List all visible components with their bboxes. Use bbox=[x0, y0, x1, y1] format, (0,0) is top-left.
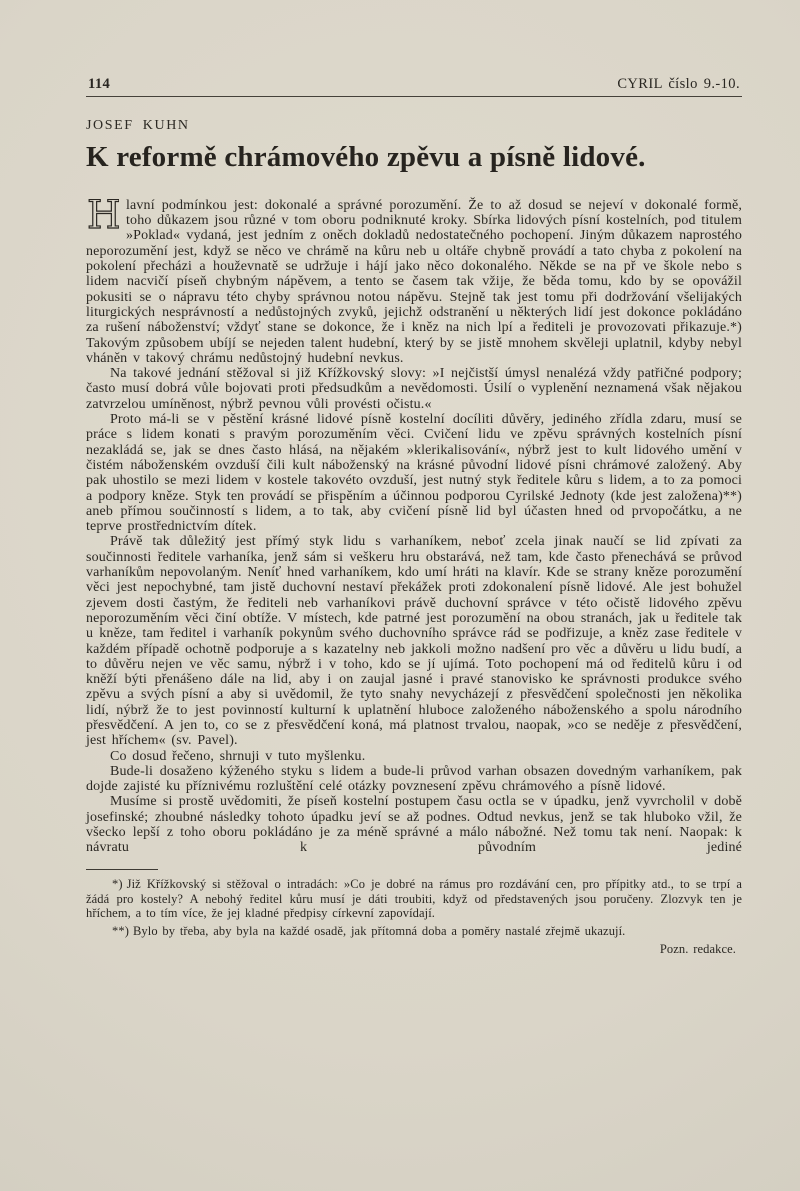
editor-note: Pozn. redakce. bbox=[659, 942, 736, 957]
author-name: JOSEF KUHN bbox=[86, 118, 190, 133]
footnotes-section bbox=[86, 877, 742, 958]
paragraph-text: lavní podmínkou jest: dokonalé a správné porozumění. Že to až dosud se nejeví v dokonalé formě, toho důkazem jsou různé v tom oboru podniknuté kroky. Sbírka lidových písní kostelních, pod titulem »Poklad« vydaná, jest jedním z oněch dokladů nedostatečného pochopení. Jiným důkazem naprostého neporozumění jest, když se něco ve chrámě na kůru neb u oltáře chybně provádí a tato chyba z pokolení na pokolení přecházi a houževnatě se udržuje i hájí jako něco dokonalého. Někde se na př ve škole nebo s lidem nacvičí píseň chybným nápěvem, a tento se časem tak vžije, že běda tomu, kdo by se opovážil pokusiti se o nápravu této chyby správnou notou nápěvu. Stejně tak jest tomu při dodržování všelijakých liturgických nesprávností a nedůstojných zvyků, jejichž odstranění u některých lidí jest dokonce pokládáno za rušení náboženství; vždyť stane se dokonce, že i kněz na nich lpí a řediteli je provozovati přikazuje.*) Takovým způsobem ubíjí se nejeden talent hudební, který by se jistě mnohem skvěleji uplatnil, kdyby nebyl vháněn v takový chrámu nedůstojný hudební nevkus. bbox=[86, 197, 742, 366]
paragraph: Proto má-li se v pěstění krásné lidové písně kostelní docíliti důvěry, jediného zřídla zdaru, musí se práce s lidem konati s pravým porozuměním věci. Cvičení lidu ve zpěvu správných kostelních písní nezakládá se, jak se dnes často hlásá, na nějakém »klerikalisování«, nýbrž jest to kult lidového umění v čistém náboženském ovzduší čili kult náboženský na krásné původní lidové písni chrámové založený. Aby pak uhostilo se mezi lidem v kostele takovéto ovzduší, jest nutný styk ředitele kůru s lidem, a to za pomoci a podpory kněze. Styk ten provádí se přispěním a účinnou podporou Cyrilské Jednoty (kde jest založena)**) aneb přímou součinností s lidem, a to tak, aby cvičení písně lid byl účasten hned od prvopočátku, a ne teprve prostřednictvím dítek. bbox=[86, 412, 742, 535]
footnote-marker: *) bbox=[112, 876, 123, 891]
paragraph: Co dosud řečeno, shrnuji v tuto myšlenku. bbox=[110, 748, 366, 764]
footnote-text: Bylo by třeba, aby byla na každé osadě, jak přítomná doba a poměry nastalé zřejmě ukazují. bbox=[132, 924, 626, 939]
header-rule bbox=[86, 96, 742, 97]
footnote bbox=[86, 877, 742, 922]
article-title: K reformě chrámového zpěvu a písně lidové. bbox=[86, 141, 646, 173]
journal-title: CYRIL číslo 9.-10. bbox=[617, 76, 740, 92]
drop-cap-letter: H bbox=[87, 198, 119, 230]
footnote-marker: **) bbox=[112, 924, 129, 939]
paragraph: Právě tak důležitý jest přímý styk lidu s varhaníkem, neboť zcela jinak naučí se lid zpívati za součinnosti ředitele varhaníka, jenž sám si veškeru hru obstarává, než tam, kde často přenechává se průvod varhaníkům nepovolaným. Neníť hned varhaníkem, kdo umí hráti na klavír. Kde se strany kněze porozumění věci jest nepochybné, tam jistě duchovní nestaví překážek proti zdokonalení písně lidové. Ale jest bohužel zjevem dosti častým, že řediteli neb varhaníkovi právě duchovní správce v této očistě lidového zpěvu neporozuměním věci činí obtíže. V místech, kde patrné jest porozumění na obou stranách, jak u ředitele tak u kněze, tam ředitel i varhaník pokynům svého duchovního správce rád se podřizuje, a kněz zase ředitele v každém případě ochotně podporuje a s kazatelny neb jakkoli možno nadšení pro věc a důvěru u lidu budí, a to důvěru nejen ve věc samu, nýbrž i v toho, kdo se jí ujímá. Toto pochopení má od ředitelů kůru i od kněží býti přenášeno dále na lid, aby i on zaujal jasné i pravé stanovisko ke správnosti produkce svého zpěvu a svých písní a aby si uvědomil, že tyto snahy nevycházejí z přesvědčení společnosti jen několika lidí, nýbrž že to jest povinností kulturní k uplatnění hluboce založeného náboženského a spolu národního přesvědčení. A jen to, co se z přesvědčení koná, má platnost trvalou, naopak, »co se neděje z přesvědčení, jest hříchem« (sv. Pavel). bbox=[86, 534, 742, 749]
footnote bbox=[86, 924, 742, 939]
article-body bbox=[86, 198, 742, 856]
page-number: 114 bbox=[88, 76, 111, 92]
paragraph: Musíme si prostě uvědomiti, že píseň kostelní postupem času octla se v úpadku, jenž vyvrcholil v době josefinské; zhoubné následky tohoto úpadku jeví se až podnes. Odtud nevkus, jenž se tak hluboko vžil, že všecko lepší z toho oboru pokládáno je za méně správné a málo nábožné. Než tomu tak není. Naopak: k návratu k původním jediné bbox=[86, 794, 742, 856]
drop-cap-initial bbox=[86, 199, 119, 230]
footnote-text: Již Křížkovský si stěžoval o intradách: »Co je dobré na rámus pro rozdávání cen, pro přípitky atd., to se trpí a žádá pro kostely? A nebohý ředitel kůru musí je dáti troubiti, když od představených jsou poručeny. Zlozvyk ten je hříchem, a to tím více, že jej kladné předpisy církevní zapovídají. bbox=[86, 876, 742, 921]
footnote-separator-rule bbox=[86, 869, 158, 870]
paragraph bbox=[86, 198, 742, 366]
running-header bbox=[86, 76, 742, 96]
paragraph: Bude-li dosaženo kýženého styku s lidem a bude-li průvod varhan obsazen dovedným varhaníkem, pak dojde zajisté ku příznivému rozluštění celé otázky povznesení zpěvu chrámového a písně lidové. bbox=[86, 763, 742, 795]
paragraph: Na takové jednání stěžoval si již Křížkovský slovy: »I nejčistší úmysl nenalézá vždy patřičné podpory; často musí dobrá vůle bojovati proti předsudkům a nevědomosti. Úsilí o vyplenění neznamená však nějakou zatvrzelou umíněnost, nýbrž pevnou vůli provésti očistu.« bbox=[86, 366, 742, 412]
